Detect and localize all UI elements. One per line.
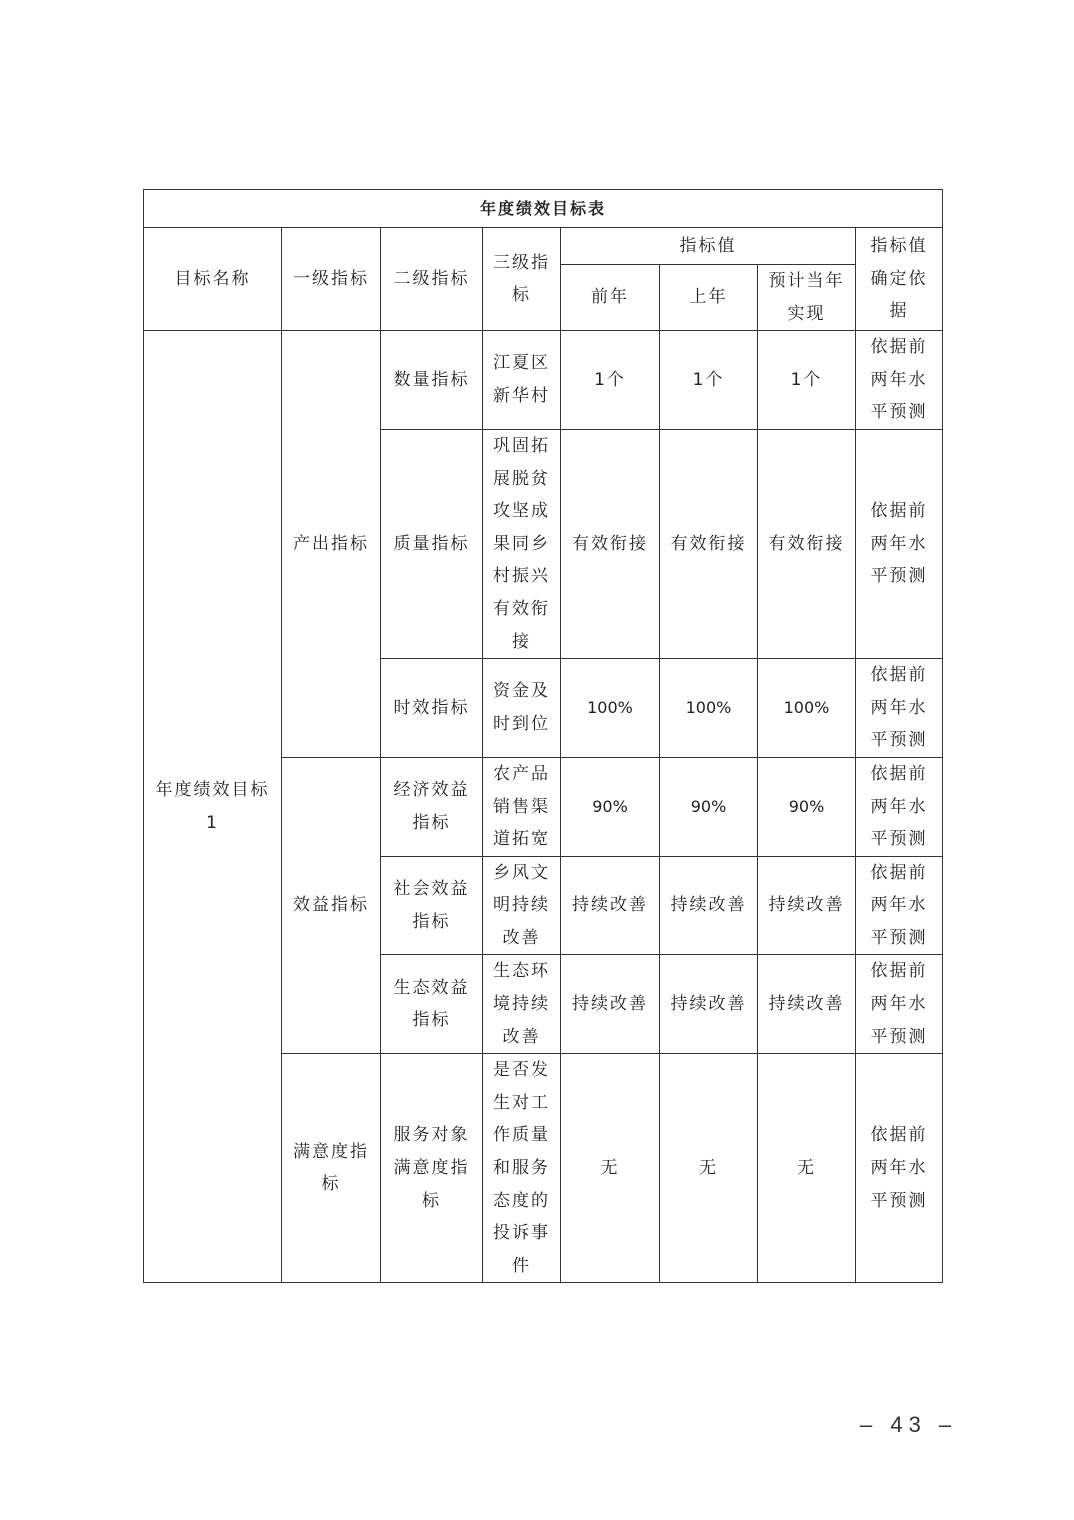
header-level2: 二级指标 <box>381 228 483 331</box>
prev-year-cell: 持续改善 <box>561 955 660 1054</box>
goal-name-cell: 年度绩效目标1 <box>144 331 282 1283</box>
level3-cell: 江夏区新华村 <box>483 331 561 430</box>
basis-cell: 依据前两年水平预测 <box>856 955 943 1054</box>
expected-cell: 持续改善 <box>758 955 856 1054</box>
table-title: 年度绩效目标表 <box>144 190 943 228</box>
level2-cell: 数量指标 <box>381 331 483 430</box>
group-benefit: 效益指标 <box>282 757 381 1053</box>
prev-year-cell: 90% <box>561 757 660 856</box>
header-indicator-value: 指标值 <box>561 228 856 265</box>
last-year-cell: 90% <box>660 757 758 856</box>
level3-cell: 生态环境持续改善 <box>483 955 561 1054</box>
prev-year-cell: 1个 <box>561 331 660 430</box>
expected-cell: 有效衔接 <box>758 429 856 658</box>
basis-cell: 依据前两年水平预测 <box>856 331 943 430</box>
expected-cell: 无 <box>758 1054 856 1283</box>
level2-cell: 经济效益指标 <box>381 757 483 856</box>
level3-cell: 巩固拓展脱贫攻坚成果同乡村振兴有效衔接 <box>483 429 561 658</box>
basis-cell: 依据前两年水平预测 <box>856 757 943 856</box>
header-goal-name: 目标名称 <box>144 228 282 331</box>
table-row <box>144 331 943 430</box>
level3-cell: 资金及时到位 <box>483 659 561 758</box>
performance-goal-table <box>143 189 943 1283</box>
last-year-cell: 无 <box>660 1054 758 1283</box>
prev-year-cell: 100% <box>561 659 660 758</box>
expected-cell: 90% <box>758 757 856 856</box>
header-expected: 预计当年实现 <box>758 265 856 331</box>
group-output: 产出指标 <box>282 331 381 758</box>
expected-cell: 1个 <box>758 331 856 430</box>
basis-cell: 依据前两年水平预测 <box>856 659 943 758</box>
level2-cell: 社会效益指标 <box>381 856 483 955</box>
header-level1: 一级指标 <box>282 228 381 331</box>
last-year-cell: 持续改善 <box>660 955 758 1054</box>
basis-cell: 依据前两年水平预测 <box>856 856 943 955</box>
level2-cell: 时效指标 <box>381 659 483 758</box>
basis-cell: 依据前两年水平预测 <box>856 1054 943 1283</box>
level2-cell: 质量指标 <box>381 429 483 658</box>
level3-cell: 乡风文明持续改善 <box>483 856 561 955</box>
page-number: – 43 – <box>860 1412 958 1437</box>
header-level3: 三级指标 <box>483 228 561 331</box>
prev-year-cell: 无 <box>561 1054 660 1283</box>
level3-cell: 农产品销售渠道拓宽 <box>483 757 561 856</box>
level2-cell: 服务对象满意度指标 <box>381 1054 483 1283</box>
last-year-cell: 100% <box>660 659 758 758</box>
last-year-cell: 1个 <box>660 331 758 430</box>
expected-cell: 100% <box>758 659 856 758</box>
header-last-year: 上年 <box>660 265 758 331</box>
last-year-cell: 有效衔接 <box>660 429 758 658</box>
prev-year-cell: 持续改善 <box>561 856 660 955</box>
header-basis: 指标值确定依据 <box>856 228 943 331</box>
basis-cell: 依据前两年水平预测 <box>856 429 943 658</box>
prev-year-cell: 有效衔接 <box>561 429 660 658</box>
header-prev-year: 前年 <box>561 265 660 331</box>
level3-cell: 是否发生对工作质量和服务态度的投诉事件 <box>483 1054 561 1283</box>
expected-cell: 持续改善 <box>758 856 856 955</box>
group-satisfaction: 满意度指标 <box>282 1054 381 1283</box>
level2-cell: 生态效益指标 <box>381 955 483 1054</box>
last-year-cell: 持续改善 <box>660 856 758 955</box>
